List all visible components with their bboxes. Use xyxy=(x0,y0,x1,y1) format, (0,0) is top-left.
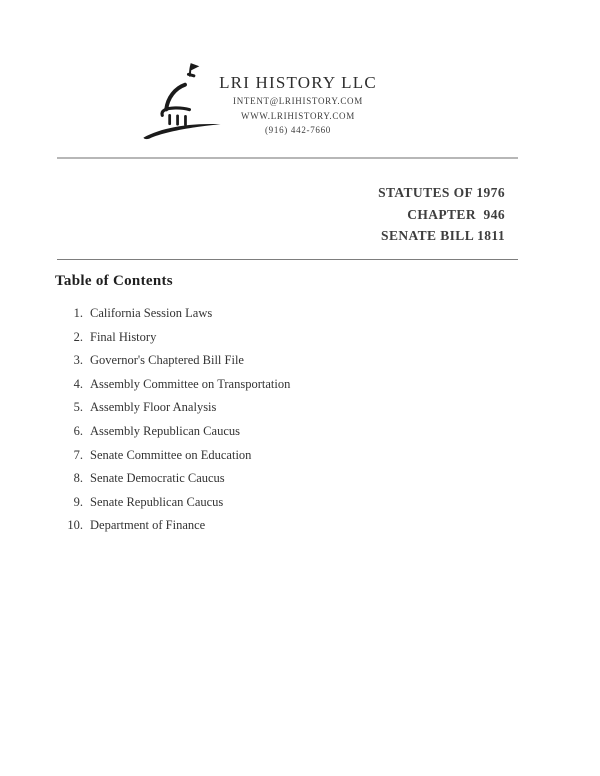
toc-item xyxy=(55,349,290,373)
statute-reference-block xyxy=(378,182,505,247)
toc-item-label: Assembly Committee on Transportation xyxy=(90,376,291,391)
company-header xyxy=(213,72,383,138)
toc-item xyxy=(55,491,290,515)
toc-item xyxy=(55,396,290,420)
company-email: INTENT@LRIHISTORY.COM xyxy=(233,96,363,106)
header-divider-rule xyxy=(57,157,518,159)
statutes-year-line: STATUTES OF 1976 xyxy=(378,185,505,200)
toc-item-number: 9. xyxy=(73,494,83,509)
senate-bill-line: SENATE BILL 1811 xyxy=(381,228,505,243)
toc-item-number: 1. xyxy=(73,306,83,320)
toc-item-label: Senate Committee on Education xyxy=(90,447,252,462)
company-name: LRI HISTORY LLC xyxy=(219,73,377,92)
company-website: WWW.LRIHISTORY.COM xyxy=(241,110,355,121)
toc-item-number: 10. xyxy=(67,518,83,533)
toc-item-label: Department of Finance xyxy=(90,518,206,533)
toc-item xyxy=(55,302,290,326)
toc-item-number: 8. xyxy=(73,471,83,486)
toc-item xyxy=(55,326,290,350)
toc-item-label: Assembly Republican Caucus xyxy=(90,423,240,438)
toc-item xyxy=(55,467,290,491)
toc-item xyxy=(55,444,290,468)
toc-item-number: 7. xyxy=(73,447,83,462)
toc-item-label: Governor's Chaptered Bill File xyxy=(90,353,244,368)
chapter-line: CHAPTER 946 xyxy=(407,206,505,222)
toc-item-number: 3. xyxy=(73,353,83,368)
toc-item-number: 2. xyxy=(73,329,83,344)
toc-item-label: California Session Laws xyxy=(90,306,213,320)
toc-item xyxy=(55,420,290,444)
toc-item-label: Senate Democratic Caucus xyxy=(90,471,225,486)
company-phone: (916) 442-7660 xyxy=(264,125,332,135)
toc-item-label: Final History xyxy=(90,329,157,344)
toc-item-number: 6. xyxy=(73,423,83,438)
reference-divider-rule xyxy=(57,259,518,260)
toc-item xyxy=(55,514,290,538)
toc-item-number: 5. xyxy=(73,400,83,415)
toc-item-number: 4. xyxy=(73,376,83,391)
toc-item-label: Assembly Floor Analysis xyxy=(90,400,217,415)
toc-item-label: Senate Republican Caucus xyxy=(90,494,224,509)
toc-title: Table of Contents xyxy=(55,273,173,289)
toc-list xyxy=(55,302,290,538)
toc-item xyxy=(55,373,290,397)
